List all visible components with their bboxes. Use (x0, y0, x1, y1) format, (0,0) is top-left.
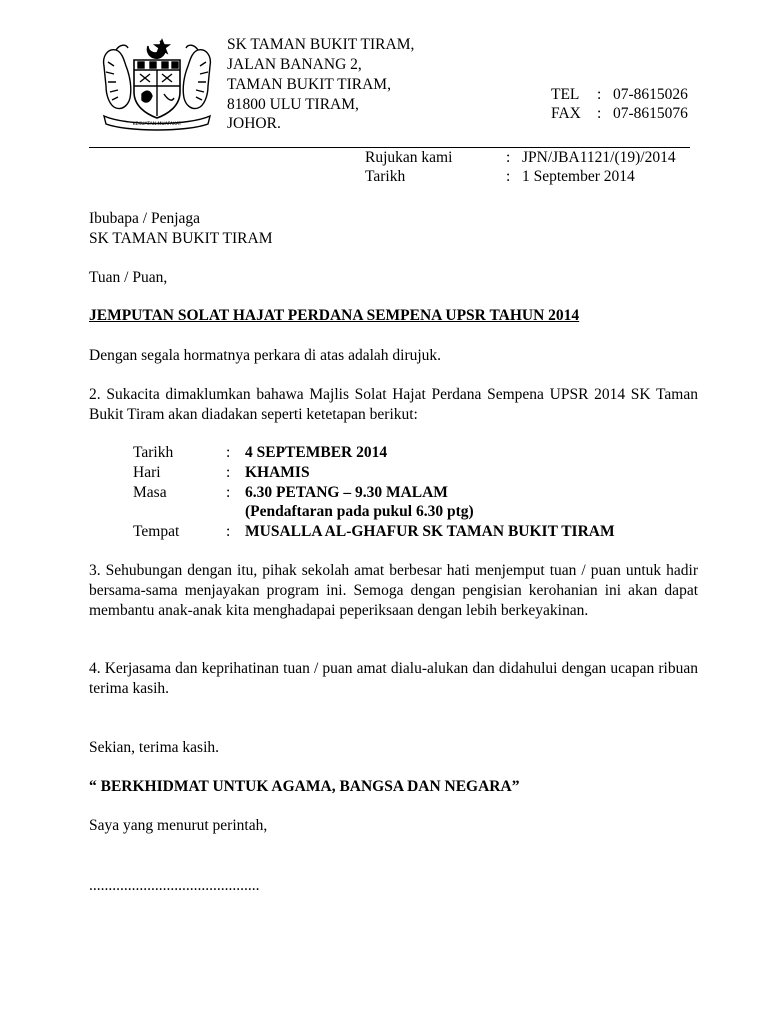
event-date-value: 4 SEPTEMBER 2014 (245, 444, 388, 461)
paragraph-3: 3. Sehubungan dengan itu, pihak sekolah amat berbesar hati menjemput tuan / puan untuk hadir bersama-sama menjayakan program ini. Semoga dengan pengisian kerohanian ini akan dapat membantu anak-anak kita menghadapai peperiksaan dengan lebih berkeyakinan. (89, 562, 698, 619)
event-venue-label: Tempat (133, 523, 180, 540)
event-date-separator: : (226, 444, 231, 461)
event-time-label: Masa (133, 484, 167, 501)
paragraph-1: Dengan segala hormatnya perkara di atas adalah dirujuk. (89, 347, 442, 364)
event-day-separator: : (226, 464, 231, 481)
event-venue-separator: : (226, 523, 231, 540)
rujukan-separator: : (506, 149, 511, 166)
sign-off: Saya yang menurut perintah, (89, 817, 268, 834)
fax-value: 07-8615076 (613, 105, 688, 122)
recipient-line-1: Ibubapa / Penjaga (89, 210, 201, 227)
rujukan-value: JPN/JBA1121/(19)/2014 (522, 149, 676, 166)
event-time-note: (Pendaftaran pada pukul 6.30 ptg) (245, 503, 474, 520)
tel-label: TEL (551, 86, 580, 103)
rujukan-label: Rujukan kami (365, 149, 453, 166)
salutation: Tuan / Puan, (89, 269, 168, 286)
recipient-line-2: SK TAMAN BUKIT TIRAM (89, 230, 273, 247)
fax-label: FAX (551, 105, 581, 122)
letter-date-label: Tarikh (365, 168, 406, 185)
event-day-value: KHAMIS (245, 464, 310, 481)
address-line-5: JOHOR. (227, 115, 281, 132)
signature-line: ............................................ (89, 877, 260, 894)
letter-date-separator: : (506, 168, 511, 185)
event-date-label: Tarikh (133, 444, 174, 461)
closing-line: Sekian, terima kasih. (89, 739, 219, 756)
tel-separator: : (597, 86, 602, 103)
fax-separator: : (597, 105, 602, 122)
paragraph-2: 2. Sukacita dimaklumkan bahawa Majlis Solat Hajat Perdana Sempena UPSR 2014 SK Taman Bukit Tiram akan diadakan seperti ketetapan berikut: (89, 386, 698, 423)
event-time-value: 6.30 PETANG – 9.30 MALAM (245, 484, 448, 501)
address-line-3: TAMAN BUKIT TIRAM, (227, 76, 391, 93)
address-line-4: 81800 ULU TIRAM, (227, 96, 359, 113)
tel-value: 07-8615026 (613, 86, 688, 103)
subject-heading: JEMPUTAN SOLAT HAJAT PERDANA SEMPENA UPSR TAHUN 2014 (89, 307, 580, 324)
address-line-2: JALAN BANANG 2, (227, 56, 362, 73)
event-day-label: Hari (133, 464, 161, 481)
address-line-1: SK TAMAN BUKIT TIRAM, (227, 36, 415, 53)
event-venue-value: MUSALLA AL-GHAFUR SK TAMAN BUKIT TIRAM (245, 523, 615, 540)
event-time-separator: : (226, 484, 231, 501)
coat-of-arms-icon (96, 36, 218, 132)
motto: “ BERKHIDMAT UNTUK AGAMA, BANGSA DAN NEGARA” (89, 778, 520, 795)
paragraph-4: 4. Kerjasama dan keprihatinan tuan / puan amat dialu-alukan dan didahului dengan ucapan ribuan terima kasih. (89, 660, 698, 697)
letter-date-value: 1 September 2014 (522, 168, 635, 185)
svg-text:KEKUATAN MUAFAKAT: KEKUATAN MUAFAKAT (132, 122, 182, 127)
